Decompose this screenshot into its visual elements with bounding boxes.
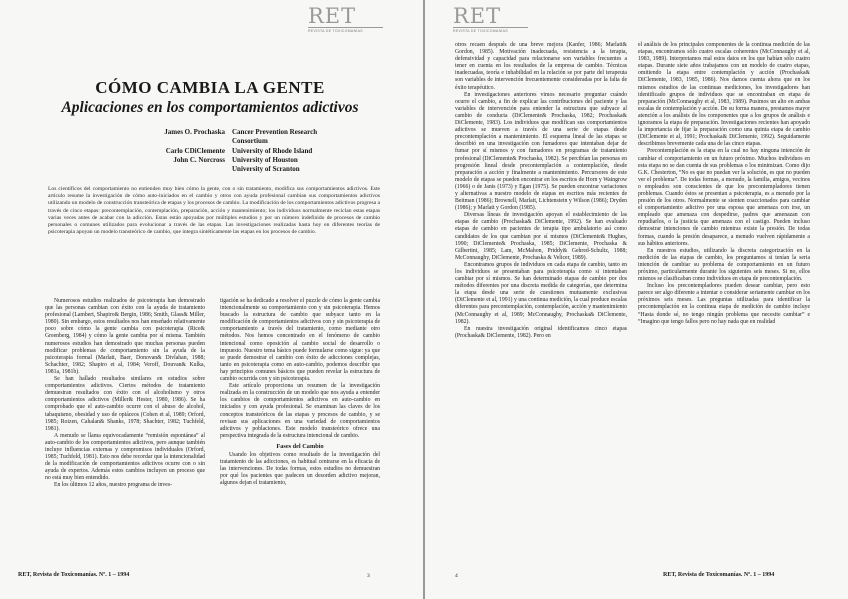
journal-brand xyxy=(453,5,528,33)
paragraph: En nuestra investigación original identificamos cinco etapas (Prochaska& DiClemente, 1982). Pero en xyxy=(455,325,627,339)
paragraph: En nuestros estudios, utilizando la discreta categorización en la medición de las etapas de cambio, los preguntamos si tenían la seria intención de cambiar su problema de comportamiento en un futuro próximo, particularmente durante los siguientes seis meses. Si no, ellos mismos se clasificaban como individuos en etapa de precontemplación. xyxy=(638,247,810,283)
article-title: CÓMO CAMBIA LA GENTE xyxy=(95,78,325,97)
paragraph: En los últimos 12 años, nuestro programa de inves- xyxy=(54,482,173,489)
column-p3-1 xyxy=(45,298,205,490)
author-name: John C. Norcross xyxy=(173,155,225,164)
paragraph: Se han hallado resultados similares en estudios sobre comportamientos adictivos. Ciertos métodos de tratamiento demuestran resultados con éxito con el alcoholismo y otros comportamientos adictivos (Miller& Hester, 1980, 1986). Se ha comprobado que el auto-cambio ocurre con el abuso de alcohol, tabaquismo, obesidad y uso de opiáceos (Cohen et al, 1989; Orford, 1985; Roizen, Cahalan& Shanks, 1978; Shachter, 1982; Tuchfeld, 1981). xyxy=(45,376,205,432)
author-affiliations xyxy=(232,128,352,174)
column-p4-2 xyxy=(638,42,810,326)
brand-logo: RET xyxy=(453,4,502,28)
brand-subtitle: REVISTA DE TOXICOMANÍAS xyxy=(308,27,383,33)
paragraph: A menudo se llama equivocadamente “remisión espontánea” al auto-cambio de los comportamientos adictivos, pero aunque también incluye influencias externas y compromisos individuales (Orford, 1985; Tuchfeld, 1981). Esto nos debe recordar que la intencionalidad de la modificación de comportamientos adictivos ocurre con o sin ayuda de expertos. Además estos cambios incluyen un proceso que no está muy bien entendido. xyxy=(45,432,205,482)
page-footer-left: RET, Revista de Toxicomanías. Nº. 1 – 1994 xyxy=(18,572,130,578)
paragraph: Encontramos grupos de individuos en cada etapa de cambio, tanto en los individuos se presentaban para psicoterapia como si intentaban cambiar por sí mismos. Se han determinado etapas de cambio por dos métodos diferentes por una discreta medida de categorías, que determina la etapa desde una serie de cuestiones mutuamente exclusivas (DiClemente et al, 1991) y una continua medición, la cual produce escalas diferentes para precontemplación, contemplación, acción y mantenimiento (McConnaughy et al, 1989; McConnaughy, Prochaska& DiClemente, 1982). xyxy=(455,261,627,325)
author-affiliation: Cancer Prevention Research Consortium xyxy=(232,128,318,146)
page-footer-right: RET, Revista de Toxicomanías. Nº. 1 – 1994 xyxy=(663,572,775,578)
author-affiliation: University of Scranton xyxy=(232,165,300,174)
paragraph: Precontemplación es la etapa en la cual no hay ninguna intención de cambiar el comportamiento en un futuro próximo. Muchos individuos en esta etapa no se dan cuenta de sus problemas o los minimizan. Como dijo G.K. Chesterton, “No es que no puedan ver la solución, es que no pueden ver el problema”. De todas formas, a menudo, la familia, amigos, vecinos o empleados son conscientes de que los precontempladores tienen problemas. Cuando éstos se presentan a psicoterapia, es a menudo por la presión de los otros. Normalmente se sienten coaccionados para cambiar el comportamiento adictivo por una esposa que amenaza con irse, un empleado que amenaza con despedirse, padres que amenazan con repudiarlos, o la justicia que amenaza con el castigo. Pueden incluso demostrar intenciones de cambio mientras existe la presión. De todas formas, cuando la presión desaparece, a menudo vuelven rápidamente a sus hábitos anteriores. xyxy=(638,148,810,247)
column-p4-1 xyxy=(455,42,627,340)
brand-logo: RET xyxy=(308,4,357,28)
column-p3-2 xyxy=(220,298,380,487)
author-names xyxy=(140,128,225,165)
paragraph: Incluso los precontempladores pueden desear cambiar, pero esto parece ser algo diferente a intentar o considerar seriamente cambiar en los próximos seis meses. Las preguntas utilizadas para identificar la precontemplación en la continua etapa de medición de cambio incluye “Hasta donde sé, no tengo ningún problema que necesite cambiar” e “Imagino que tengo fallos pero no hay nada que en realidad xyxy=(638,283,810,325)
page-number-right: 4 xyxy=(455,573,458,579)
paragraph: Numerosos estudios realizados de psicoterapia han demostrado que las personas cambian con éxito con la ayuda de tratamiento profesional (Lambert, Shapiro& Bergin, 1986; Smith, Glass& Miller, 1980). Sin embargo, estos resultados nos han enseñado relativamente poco sobre cómo la gente cambia con psicoterapia (Rice& Greenberg, 1984) y cómo la gente cambia por sí misma. También numerosos estudios han demostrado que muchas personas pueden modificar problemas de comportamiento sin la ayuda de la psicoterapia formal (Marlatt, Baer, Donovan& Divlahan, 1988; Schachter, 1982; Shapiro et al, 1984; Veroff, Douvan& Kulka, 1981a, 1981b). xyxy=(45,298,205,375)
paragraph: Este artículo proporciona un resumen de la investigación realizada en la construcción de un modelo que nos ayuda a entender los cambios de comportamientos adictivos en auto-cambio en iniciados y con ayuda profesional. Se examinan las claves de los conceptos transteóricos de las etapas y procesos de cambio, y se revisan sus aplicaciones en una variedad de comportamientos adictivos y poblaciones. Este modelo transteórico ofrece una perspectiva integrada de la estructura intencional de cambio. xyxy=(220,383,380,439)
author-name: Carlo CDiClemente xyxy=(165,146,225,155)
article-subtitle: Aplicaciones en los comportamientos adictivos xyxy=(61,99,359,116)
paragraph: el análisis de los principales componentes de la continua medición de las etapas, encontramos sólo cuatro escalas coherentes (McConnaughy et al, 1983, 1989). Interpretamos mal estos datos en los que habían sólo cuatro etapas. Durante siete años trabajamos con un modelo de cuatro etapas, omitiendo la etapa entre contemplación y acción (Prochaska& DiClemente, 1983, 1985, 1986). Nos damos cuenta ahora que en los mismos estudios de las continuas mediciones, los investigadores han identificado grupos de individuos que se encontraban en etapa de preparación (McConnaughy et al, 1983, 1989). Pusimos un alto en ambas escalas de contemplación y acción. De su forma manera, prestamos mayor atención a los análisis de los componentes que a los grupos de análisis e ignoramos la etapa de preparación. Investigaciones recientes han apoyado la importancia de fijar la preparación como una quinta etapa de cambio (DiClemente et al, 1991; Prochaska& DiClemente, 1992). Seguidamente describimos brevemente cada una de las cinco etapas. xyxy=(638,42,810,148)
page-left xyxy=(0,0,423,599)
abstract: Los científicos del comportamiento no entienden muy bien cómo la gente, con o sin tratamiento, modifica sus comportamientos adictivos. Este artículo resume la investigación de cómo auto-iniciados en el cambio y otros con ayuda profesional cambian sus comportamientos adictivos utilizando un modelo de construcción transteórica de etapas y los procesos de cambio. La modificación de los comportamientos adictivos progresa a través de cinco etapas: precontemplación, contemplación, preparación, acción y mantenimiento; los individuos normalmente reciclan estas etapas varias veces antes de acabar con la adicción. Estas están apoyadas por múltiples estudios y por un número indefinido de procesos de cambio personales o comunes utilizados para evolucionar a través de las etapas. Las investigaciones realizadas hasta hoy en diferentes teorías de psicoterapia apoyan un modelo transteórico de cambio, que integra sintéticamente las etapas en los procesos de cambio. xyxy=(48,186,380,236)
paragraph: tigación se ha dedicado a resolver el puzzle de cómo la gente cambia intencionalmente su comportamiento con y sin psicoterapia. Hemos buscado la estructura de cambio que subyace tanto en la modificación de comportamientos adictivos con y sin psicoterapia de comportamiento a través del tratamiento, como mediante otro métodos. Nos hemos concentrado en el fenómeno de cambio intencional como oposición al cambio social de desarrollo o impuesto. Nuestro tema básico puede formularse como sigue: ya que se puede demostrar el cambio con éxito de adicciones complejas, tanto en psicoterapia como en auto-cambio, podemos describir que hay principios comunes básicos que pueden revelar la estructura de cambio ocurrida con y sin psicoterapia. xyxy=(220,298,380,383)
paragraph: Usando los objetivos como resultado de la investigación del tratamiento de las adicciones, es habitual centrarse en la eficacia de las intervenciones. De todas formas, estos estudios no demuestran por qué los pacientes que padecen un desorden adictivo mejoran, algunos dejan el tratamiento, xyxy=(220,451,380,487)
author-name: James O. Prochaska xyxy=(164,128,225,136)
paragraph: Diversas líneas de investigación apoyan el establecimiento de las etapas de cambio (Prochaska& DiClemente, 1992). Se han evaluado etapas de cambio en pacientes de terapia tipo ambulatorio así como candidatos de los que cambian por sí mismos (DiClemente& Hughes, 1990; DiClemente& Prochaska, 1985; DiClemente, Prochaska & Gilbertini, 1985; Lam, McMahon, Priddy& Gehred-Schultz, 1988; McConnaughy, DiClemente, Prochaska & Velicer, 1989). xyxy=(455,212,627,261)
journal-brand xyxy=(308,5,383,33)
section-heading: Fases del Cambio xyxy=(276,442,324,450)
page-number-left: 3 xyxy=(367,573,370,579)
page-right xyxy=(425,0,848,599)
author-affiliation: University of Rhode Island xyxy=(232,146,313,155)
brand-subtitle: REVISTA DE TOXICOMANÍAS xyxy=(453,27,528,33)
paragraph: otros recaen después de una breve mejora (Kanfer, 1986; Marlatt& Gordon, 1985). Motivación inadecuada, resistencia a la terapia, defensividad y capacidad para relacionarse son variables frecuentes a tener en cuenta en los resultados de la empresa de cambio. Técnicas inadecuadas, teoría e inhabilidad en la relación se por parte del terapeuta son variables de intervención frecuentemente consideradas por la falta de éxito terapéutico. xyxy=(455,42,627,91)
paragraph: En investigaciones anteriores vimos necesario preguntar cuándo ocurre el cambio, a fin de explicar las contribuciones del paciente y las variables de intervención para entender la estructura que subyace al cambio de conducta (DiClemente& Prochaska, 1982; Prochaska& DiClemente, 1983). Los individuos que modifican sus comportamientos adictivos se mueven a través de una serie de etapas desde precontemplación a mantenimiento. El esquema lineal de las etapas se describió en una investigación con fumadores que intentaban dejar de fumar por sí mismos y con fumadores en programas de tratamiento profesional (DiClemente& Prochaska, 1982). Se percibían las personas en progresión lineal desde precontemplación a contemplación, desde preparación a acción y finalmente a mantenimiento. Percursores de este modelo de etapas se pueden encontrar en los escritos de Horn y Waingrow (1966) o de Janis (1973) y Egan (1975). Se pueden encontrar variaciones y alternativas a nuestro modelo de etapas en escritos más recientes de Beitman (1986); Brownell, Marlatt, Lichtenstein y Wilson (1986); Dryden (1986); y Marlatt y Gordon (1985). xyxy=(455,91,627,212)
author-affiliation: University of Houston xyxy=(232,155,298,164)
